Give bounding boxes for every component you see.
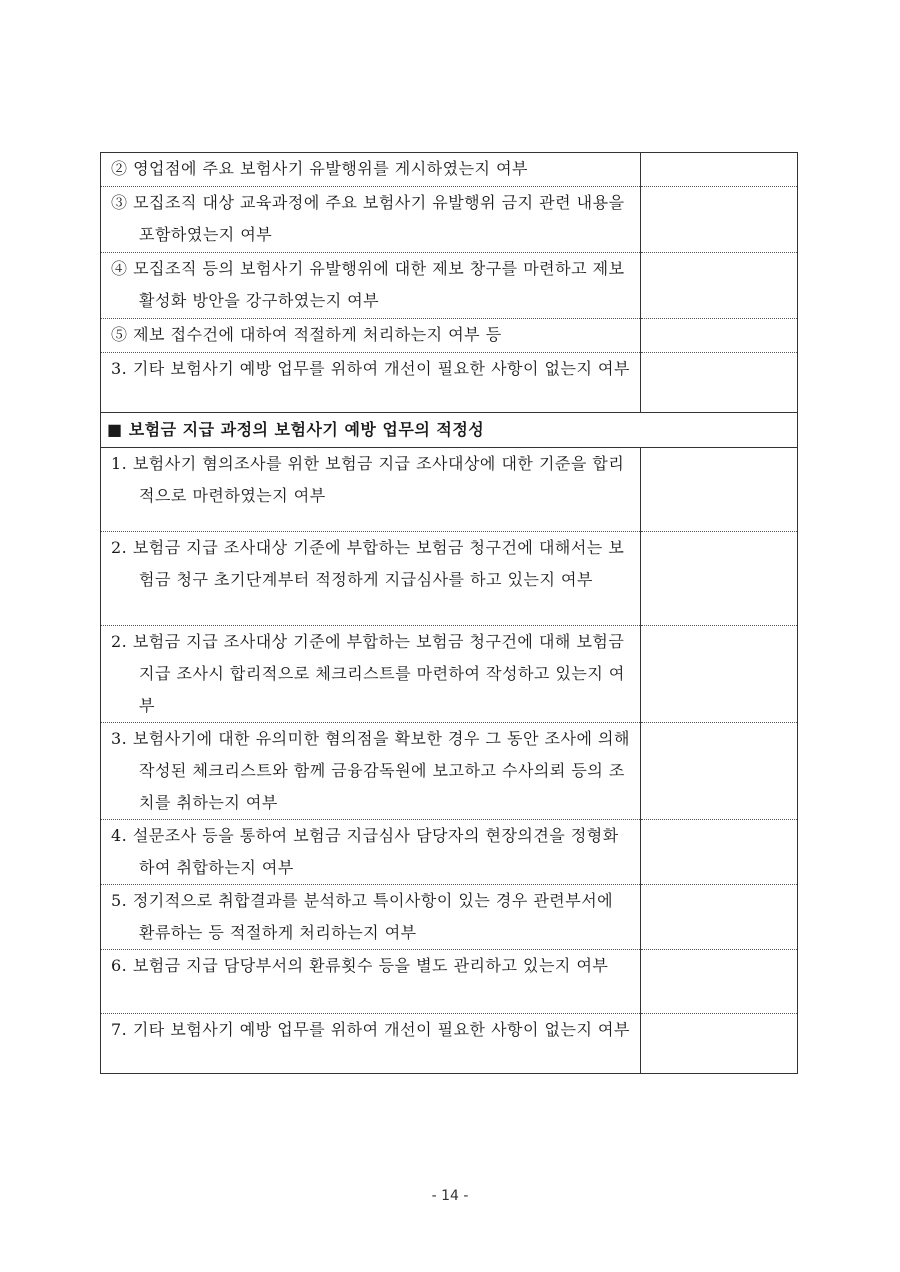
checklist-row xyxy=(101,448,798,532)
checklist-item-text: ② 영업점에 주요 보험사기 유발행위를 게시하였는지 여부 xyxy=(111,159,529,178)
checklist-item xyxy=(101,319,641,353)
check-result-cell[interactable] xyxy=(641,253,798,319)
check-result-cell[interactable] xyxy=(641,626,798,723)
checklist-row xyxy=(101,353,798,413)
checklist-item xyxy=(101,820,641,885)
checklist-item-text: ④ 모집조직 등의 보험사기 유발행위에 대한 제보 창구를 마련하고 제보 활성화 방안을 강구하였는지 여부 xyxy=(111,259,625,310)
checklist-item-text: 7. 기타 보험사기 예방 업무를 위하여 개선이 필요한 사항이 없는지 여부 xyxy=(111,1020,630,1039)
checklist-item-text: ③ 모집조직 대상 교육과정에 주요 보험사기 유발행위 금지 관련 내용을 포함하였는지 여부 xyxy=(111,193,625,244)
checklist-item-text: 4. 설문조사 등을 통하여 보험금 지급심사 담당자의 현장의견을 정형화하여 취합하는지 여부 xyxy=(111,826,619,877)
checklist-item xyxy=(101,950,641,1014)
checklist-item xyxy=(101,353,641,413)
checklist-item xyxy=(101,532,641,626)
checklist-row xyxy=(101,723,798,820)
section-header-row xyxy=(101,413,798,448)
checklist-row xyxy=(101,532,798,626)
checklist-item xyxy=(101,153,641,187)
checklist-item-text: 3. 기타 보험사기 예방 업무를 위하여 개선이 필요한 사항이 없는지 여부 xyxy=(111,359,630,378)
check-result-cell[interactable] xyxy=(641,448,798,532)
check-result-cell[interactable] xyxy=(641,723,798,820)
checklist-row xyxy=(101,626,798,723)
checklist-item-text: 5. 정기적으로 취합결과를 분석하고 특이사항이 있는 경우 관련부서에 환류하는 등 적절하게 처리하는지 여부 xyxy=(111,891,614,942)
checklist-item xyxy=(101,448,641,532)
checklist-row xyxy=(101,253,798,319)
check-result-cell[interactable] xyxy=(641,187,798,253)
check-result-cell[interactable] xyxy=(641,532,798,626)
checklist-item xyxy=(101,1014,641,1074)
check-result-cell[interactable] xyxy=(641,319,798,353)
checklist-item xyxy=(101,187,641,253)
check-result-cell[interactable] xyxy=(641,950,798,1014)
checklist-item-text: ⑤ 제보 접수건에 대하여 적절하게 처리하는지 여부 등 xyxy=(111,325,502,344)
page-number: - 14 - xyxy=(431,1188,469,1204)
checklist-row xyxy=(101,1014,798,1074)
checklist-item xyxy=(101,253,641,319)
checklist-item xyxy=(101,723,641,820)
checklist-table xyxy=(100,152,798,1074)
checklist-item-text: 2. 보험금 지급 조사대상 기준에 부합하는 보험금 청구건에 대해서는 보험금 청구 초기단계부터 적정하게 지급심사를 하고 있는지 여부 xyxy=(111,538,625,589)
check-result-cell[interactable] xyxy=(641,353,798,413)
checklist-item-text: 1. 보험사기 혐의조사를 위한 보험금 지급 조사대상에 대한 기준을 합리적으로 마련하였는지 여부 xyxy=(111,454,625,505)
checklist-row xyxy=(101,820,798,885)
checklist-row xyxy=(101,153,798,187)
checklist-row xyxy=(101,885,798,950)
checklist-item xyxy=(101,626,641,723)
check-result-cell[interactable] xyxy=(641,820,798,885)
checklist-row xyxy=(101,950,798,1014)
checklist-row xyxy=(101,187,798,253)
section-header: ■ 보험금 지급 과정의 보험사기 예방 업무의 적정성 xyxy=(101,413,798,448)
checklist-item-text: 6. 보험금 지급 담당부서의 환류횟수 등을 별도 관리하고 있는지 여부 xyxy=(111,956,609,975)
check-result-cell[interactable] xyxy=(641,153,798,187)
checklist-row xyxy=(101,319,798,353)
check-result-cell[interactable] xyxy=(641,1014,798,1074)
check-result-cell[interactable] xyxy=(641,885,798,950)
checklist-item xyxy=(101,885,641,950)
checklist-item-text: 3. 보험사기에 대한 유의미한 혐의점을 확보한 경우 그 동안 조사에 의해 작성된 체크리스트와 함께 금융감독원에 보고하고 수사의뢰 등의 조치를 취하는지 여부 xyxy=(111,729,630,812)
checklist-item-text: 2. 보험금 지급 조사대상 기준에 부합하는 보험금 청구건에 대해 보험금 지급 조사시 합리적으로 체크리스트를 마련하여 작성하고 있는지 여부 xyxy=(111,632,625,715)
